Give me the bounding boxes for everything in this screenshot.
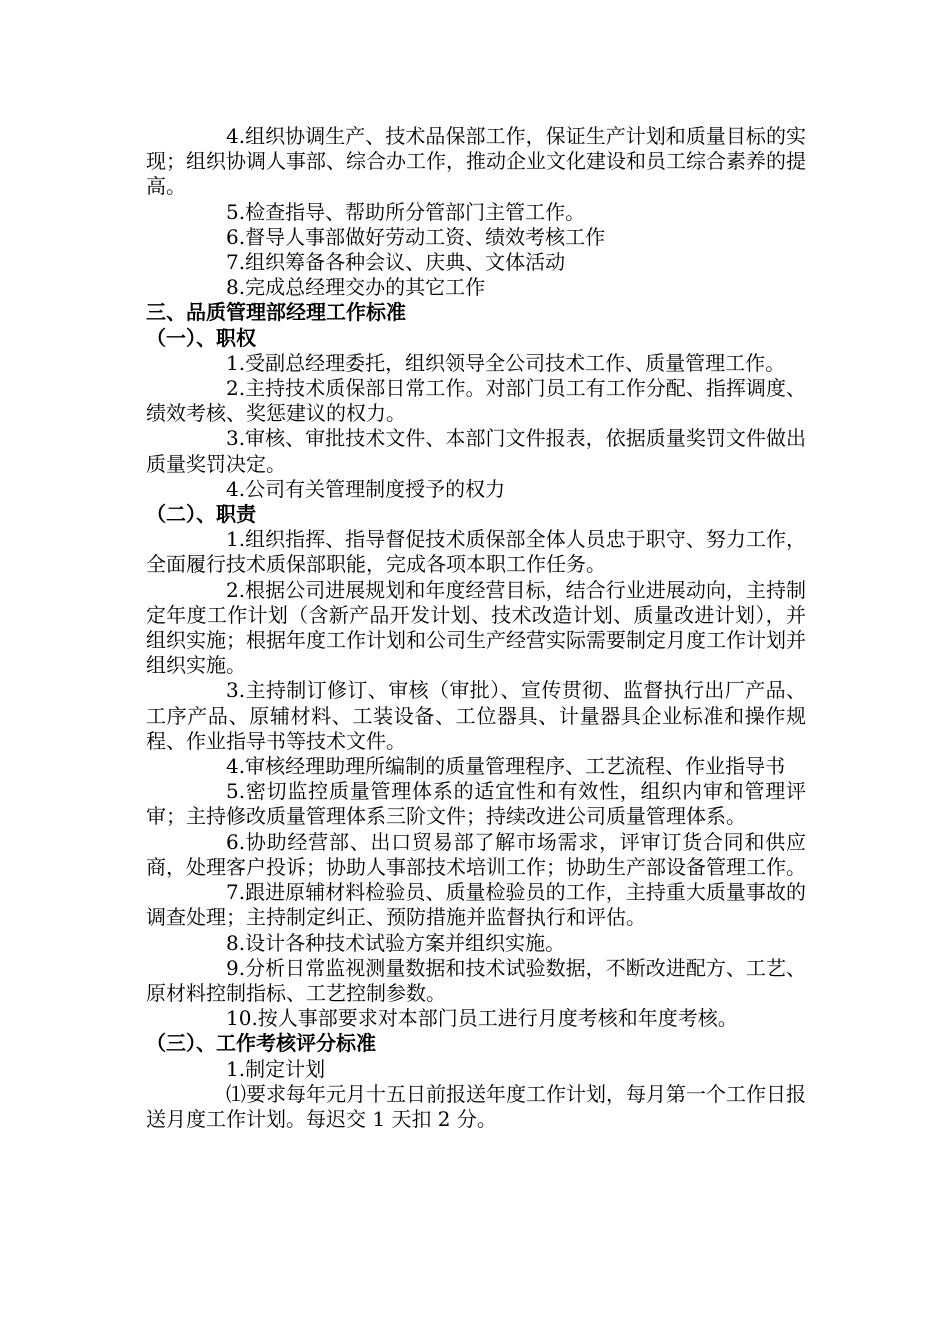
list-item: 1.受副总经理委托，组织领导全公司技术工作、质量管理工作。	[226, 350, 786, 375]
list-item: 9.分析日常监视测量数据和技术试验数据，不断改进配方、工艺、原材料控制指标、工艺控制参数。	[146, 955, 806, 1005]
list-item: 4.审核经理助理所编制的质量管理程序、工艺流程、作业指导书	[226, 754, 786, 779]
list-item: 8.设计各种技术试验方案并组织实施。	[226, 930, 566, 955]
list-item: 10.按人事部要求对本部门员工进行月度考核和年度考核。	[226, 1006, 738, 1031]
document-page	[146, 124, 806, 1132]
paragraph: 8.完成总经理交办的其它工作	[226, 275, 486, 300]
list-item: ⑴要求每年元月十五日前报送年度工作计划，每月第一个工作日报送月度工作计划。每迟交 1 天扣 2 分。	[146, 1081, 806, 1131]
list-item: 5.密切监控质量管理体系的适宜性和有效性，组织内审和管理评审；主持修改质量管理体系三阶文件；持续改进公司质量管理体系。	[146, 779, 806, 829]
list-item: 4.公司有关管理制度授予的权力	[226, 476, 506, 501]
paragraph: 7.组织筹备各种会议、庆典、文体活动	[226, 250, 566, 275]
subsection-heading-evaluation: （三）、工作考核评分标准	[146, 1031, 376, 1056]
list-item: 3.审核、审批技术文件、本部门文件报表，依据质量奖罚文件做出质量奖罚决定。	[146, 426, 806, 476]
subsection-heading-duties: （二）、职责	[146, 502, 256, 527]
list-item: 3.主持制订修订、审核（审批）、宣传贯彻、监督执行出厂产品、工序产品、原辅材料、工装设备、工位器具、计量器具企业标准和操作规程、作业指导书等技术文件。	[146, 678, 806, 753]
paragraph: 6.督导人事部做好劳动工资、绩效考核工作	[226, 224, 606, 249]
list-item: 1.制定计划	[226, 1056, 326, 1081]
list-item: 1.组织指挥、指导督促技术质保部全体人员忠于职守、努力工作，全面履行技术质保部职能，完成各项本职工作任务。	[146, 527, 806, 577]
list-item: 2.根据公司进展规划和年度经营目标，结合行业进展动向，主持制定年度工作计划（含新产品开发计划、技术改造计划、质量改进计划），并组织实施；根据年度工作计划和公司生产经营实际需要制定月度工作计划并组织实施。	[146, 577, 806, 678]
list-item: 2.主持技术质保部日常工作。对部门员工有工作分配、指挥调度、绩效考核、奖惩建议的权力。	[146, 376, 806, 426]
paragraph: 5.检查指导、帮助所分管部门主管工作。	[226, 199, 586, 224]
list-item: 7.跟进原辅材料检验员、质量检验员的工作，主持重大质量事故的调查处理；主持制定纠正、预防措施并监督执行和评估。	[146, 880, 806, 930]
section-heading: 三、品质管理部经理工作标准	[146, 300, 406, 325]
list-item: 6.协助经营部、出口贸易部了解市场需求，评审订货合同和供应商，处理客户投诉；协助人事部技术培训工作；协助生产部设备管理工作。	[146, 829, 806, 879]
subsection-heading-authority: （一）、职权	[146, 325, 256, 350]
paragraph: 4.组织协调生产、技术品保部工作，保证生产计划和质量目标的实现；组织协调人事部、综合办工作，推动企业文化建设和员工综合素养的提高。	[146, 124, 806, 199]
